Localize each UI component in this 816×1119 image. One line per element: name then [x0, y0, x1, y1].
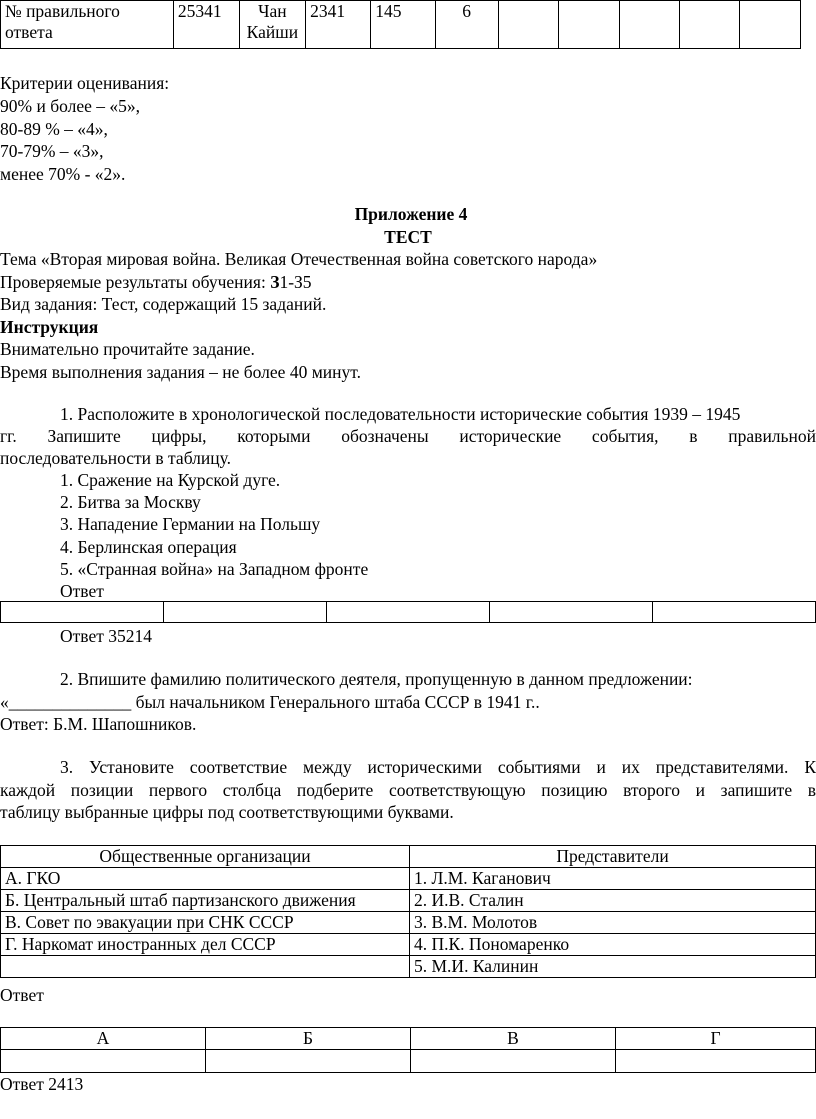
table-cell	[680, 1, 740, 49]
q3-answer-table	[0, 1027, 816, 1073]
q1-option: 1. Сражение на Курской дуге.	[60, 470, 281, 490]
table-row	[1, 912, 816, 934]
table-cell: Б. Центральный штаб партизанского движения	[1, 890, 410, 912]
q1-line: гг. Запишите цифры, которыми обозначены исторические события, в правильной	[0, 426, 816, 446]
table-cell[interactable]	[164, 602, 327, 623]
column-header: А	[1, 1028, 206, 1050]
table-row	[1, 956, 816, 978]
table-cell: 2341	[306, 1, 371, 49]
criteria-line: 70-79% – «3»,	[0, 141, 104, 161]
table-cell: 25341	[173, 1, 239, 49]
table-cell: 2. И.В. Сталин	[410, 890, 816, 912]
criteria-line: менее 70% - «2».	[0, 164, 126, 184]
criteria-heading: Критерии оценивания:	[0, 73, 170, 93]
q1-option: 3. Нападение Германии на Польшу	[60, 514, 321, 534]
column-header: Г	[616, 1028, 816, 1050]
q1-option: 4. Берлинская операция	[60, 537, 237, 557]
table-cell	[619, 1, 679, 49]
q3-line	[60, 757, 816, 779]
q1-option: 5. «Странная война» на Западном фронте	[60, 559, 369, 579]
table-cell: 6	[435, 1, 498, 49]
table-cell[interactable]	[1, 1050, 206, 1073]
task-type-line: Вид задания: Тест, содержащий 15 заданий.	[0, 294, 327, 314]
table-cell	[498, 1, 558, 49]
q3-line-text: 3. Установите соответствие между историческими событиями и их представителями. К	[60, 757, 816, 777]
results-code: 1-З5	[279, 272, 312, 292]
table-row	[1, 934, 816, 956]
q3-line: каждой позиции первого столбца подберите соответствующую позицию второго и запишите в	[0, 780, 816, 800]
q3-answer-label: Ответ	[0, 985, 44, 1005]
column-header: В	[411, 1028, 616, 1050]
column-header: Представители	[410, 846, 816, 868]
table-cell[interactable]	[206, 1050, 411, 1073]
topic-line: Тема «Вторая мировая война. Великая Отечественная война советского народа»	[0, 249, 598, 269]
table-cell	[740, 1, 801, 49]
instruction-line: Время выполнения задания – не более 40 минут.	[0, 362, 361, 382]
table-cell	[1, 956, 410, 978]
table-cell[interactable]	[327, 602, 490, 623]
q3-matching-table	[0, 845, 816, 978]
instruction-line: Внимательно прочитайте задание.	[0, 339, 255, 359]
table-cell[interactable]	[411, 1050, 616, 1073]
instruction-heading: Инструкция	[0, 317, 99, 337]
table-row	[1, 890, 816, 912]
table-cell: 4. П.К. Пономаренко	[410, 934, 816, 956]
results-code-bold: З	[270, 272, 280, 292]
q3-answer: Ответ 2413	[0, 1074, 84, 1094]
q1-answer-table	[0, 601, 816, 623]
table-cell: Г. Наркомат иностранных дел СССР	[1, 934, 410, 956]
q2-answer: Ответ: Б.М. Шапошников.	[0, 714, 197, 734]
table-cell: Чан Кайши	[239, 1, 305, 49]
results-line	[0, 272, 312, 293]
column-header: Б	[206, 1028, 411, 1050]
table-cell[interactable]	[490, 602, 653, 623]
table-cell: 145	[371, 1, 435, 49]
column-header: Общественные организации	[1, 846, 410, 868]
q3-line: таблицу выбранные цифры под соответствующими буквами.	[0, 802, 454, 822]
q1-line-text: 1. Расположите в хронологической последовательности исторические события 1939 – 1945	[60, 404, 741, 424]
table-cell: 1. Л.М. Каганович	[410, 868, 816, 890]
table-cell: 5. М.И. Калинин	[410, 956, 816, 978]
answers-table	[0, 0, 801, 49]
answers-table-label: № правильного ответа	[1, 1, 174, 49]
table-cell[interactable]	[653, 602, 816, 623]
results-label: Проверяемые результаты обучения:	[0, 272, 271, 292]
table-cell[interactable]	[616, 1050, 816, 1073]
table-cell: 3. В.М. Молотов	[410, 912, 816, 934]
q1-answer-label: Ответ	[60, 581, 104, 601]
q1-answer: Ответ 35214	[60, 626, 152, 646]
q1-option: 2. Битва за Москву	[60, 492, 201, 512]
q2-text: 2. Впишите фамилию политического деятеля, пропущенную в данном предложении:	[60, 669, 693, 689]
q1-line: последовательности в таблицу.	[0, 448, 231, 468]
table-cell: А. ГКО	[1, 868, 410, 890]
criteria-line: 90% и более – «5»,	[0, 96, 141, 116]
q2-sentence: «______________ был начальником Генерального штаба СССР в 1941 г..	[0, 692, 540, 712]
q1-line	[60, 404, 814, 425]
table-row	[1, 868, 816, 890]
criteria-line: 80-89 % – «4»,	[0, 119, 108, 139]
test-title: ТЕСТ	[384, 227, 432, 247]
table-cell	[559, 1, 619, 49]
appendix-title: Приложение 4	[354, 204, 468, 224]
table-cell[interactable]	[1, 602, 164, 623]
table-cell: В. Совет по эвакуации при СНК СССР	[1, 912, 410, 934]
